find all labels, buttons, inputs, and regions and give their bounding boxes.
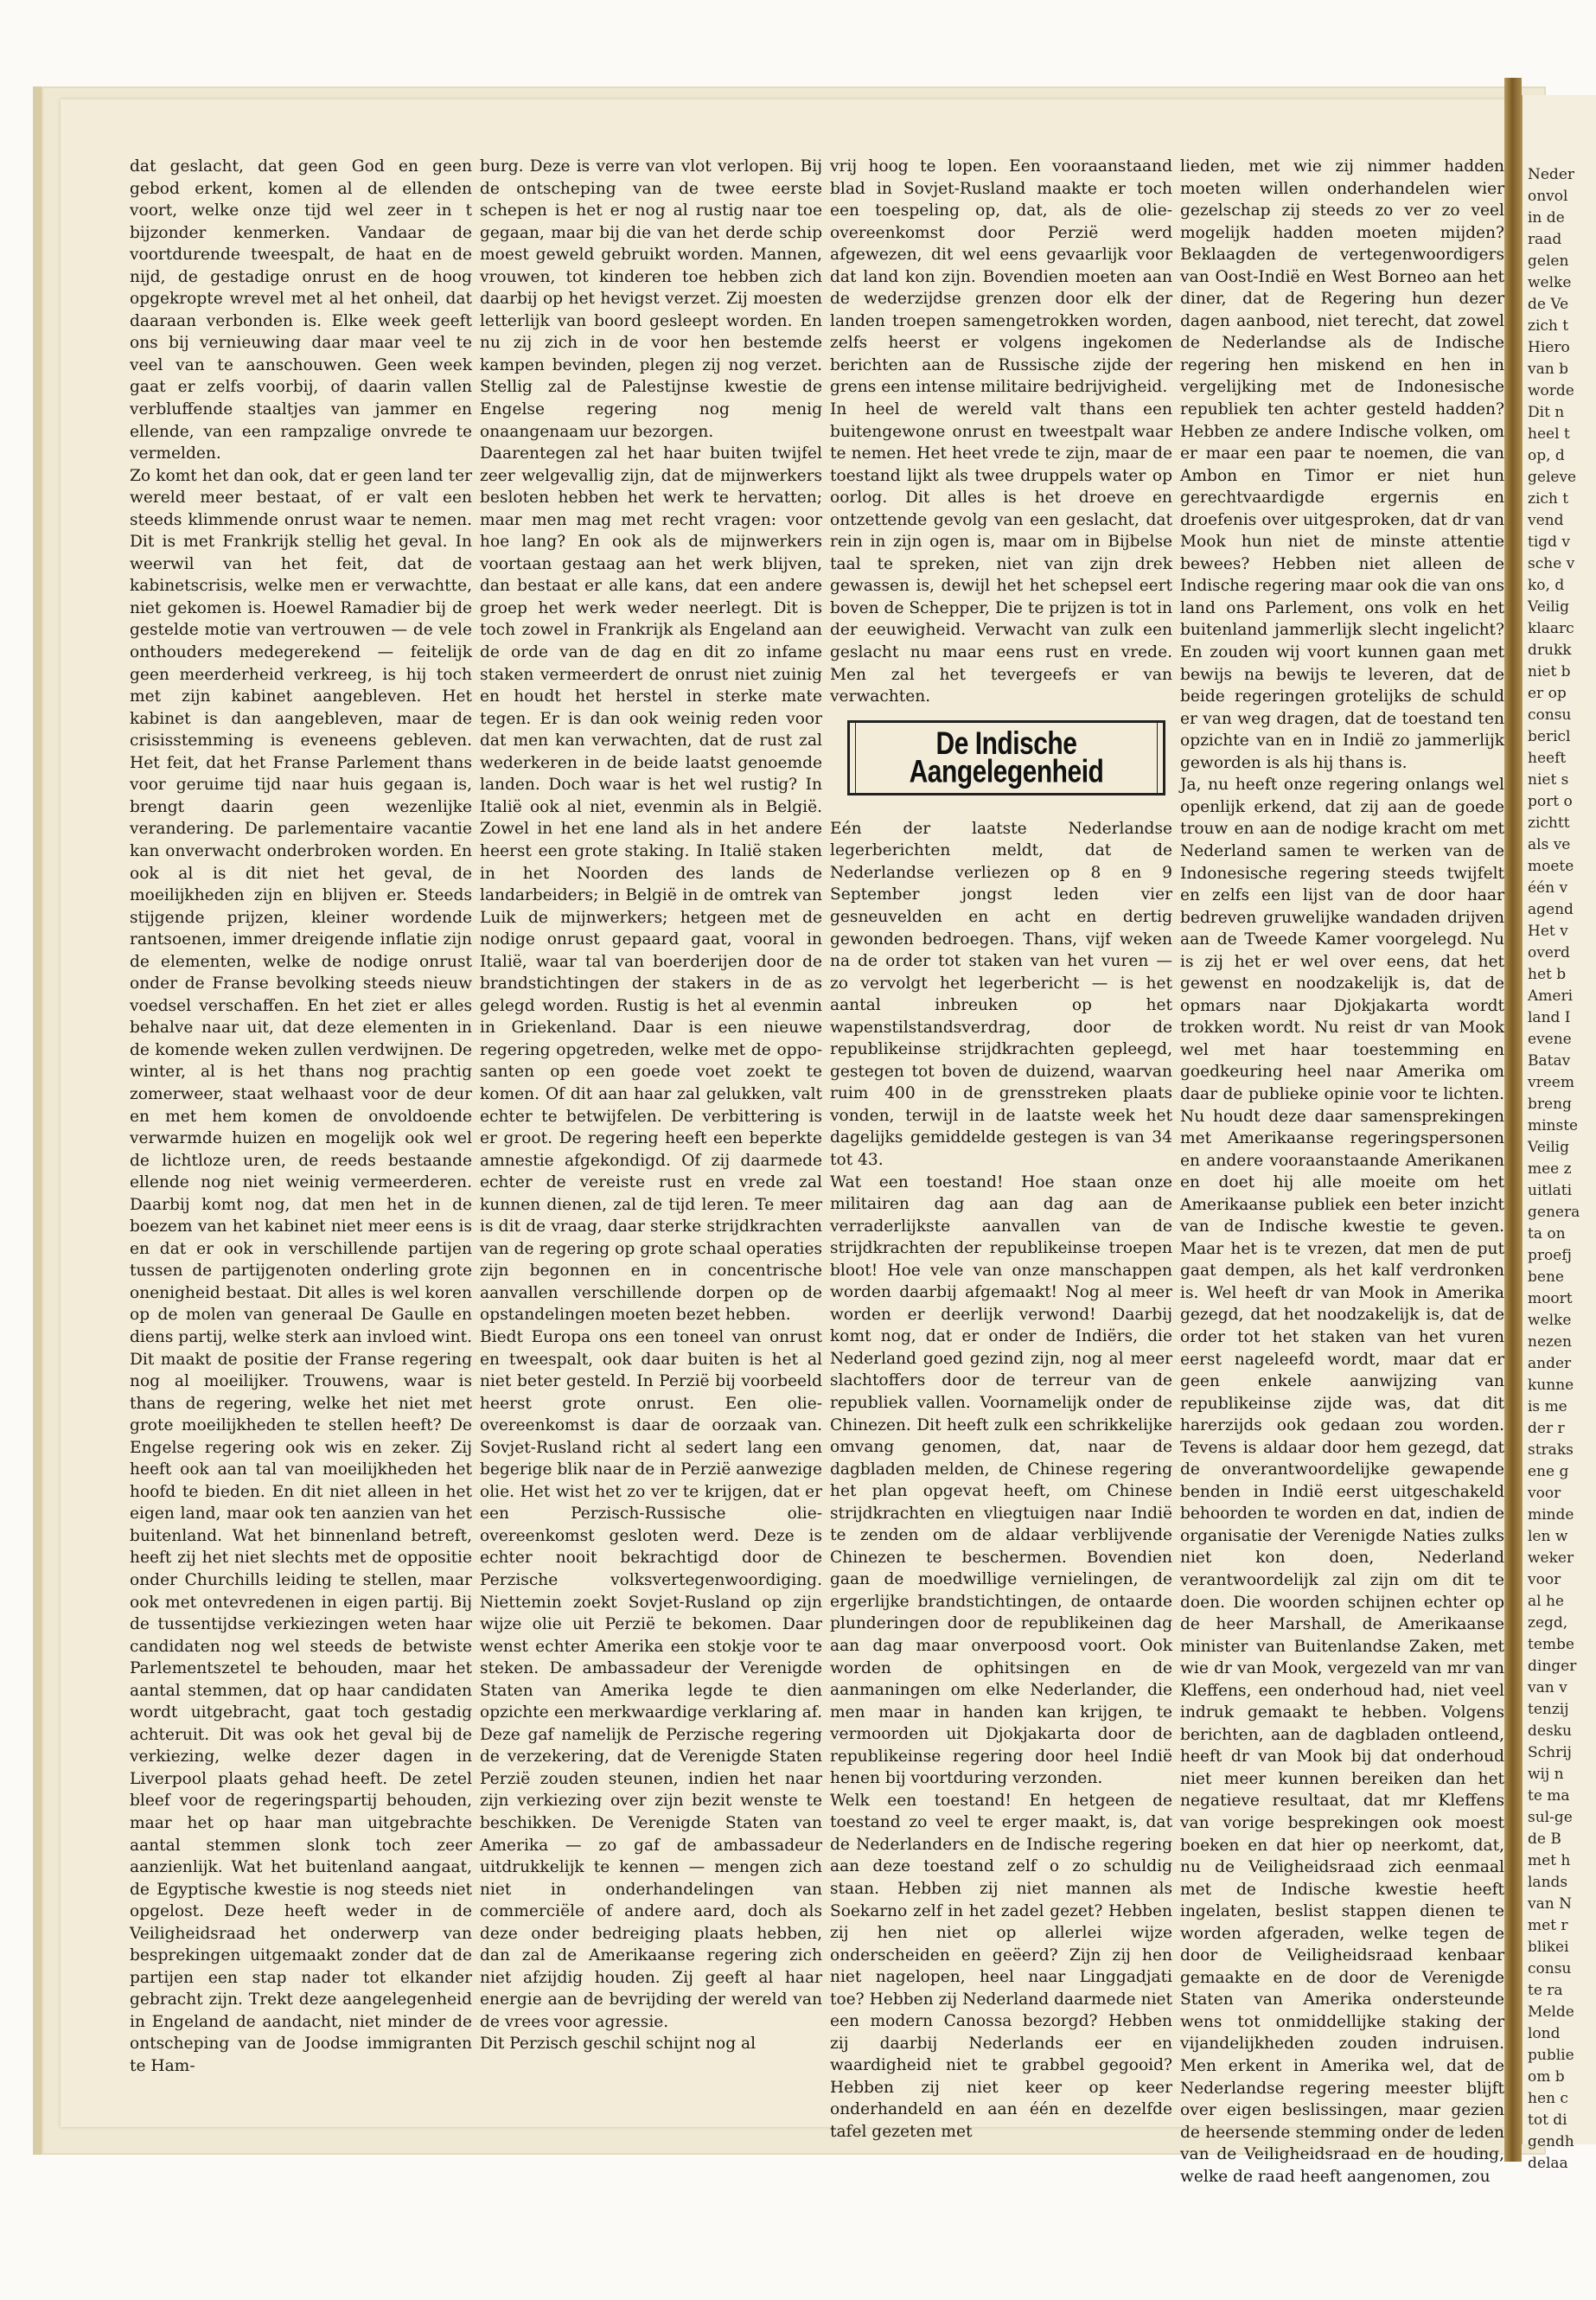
paragraph: Eén der laatste Nederlandse legerberichten meldt, dat de Nederlandse verliezen op 8 en 9 September jongst leden vier gesneuvelden en acht en dertig gewonden bedroegen. Thans, vijf weken na de order tot staken van het vuren — zo vervolgt het legerbericht — is het aantal inbreuken op het wapenstilstandsverdrag, door de republikeinse strijdkrachten gepleegd, gestegen tot boven de duizend, waarvan ruim 400 in de grensstreken plaats vonden, terwijl in de laatste week het dagelijks gemiddelde gestegen is van 34 tot 43. bbox=[830, 819, 1172, 1169]
column-1 bbox=[130, 156, 472, 2076]
section-headline-box bbox=[847, 720, 1165, 795]
next-page-edge bbox=[1522, 95, 1596, 2172]
column-3 bbox=[830, 156, 1172, 2142]
paragraph: vrij hoog te lopen. Een vooraanstaand blad in Sovjet-Rusland maakte er toch een toespeling op, dat, als de olie-overeenkomst door Perzië werd afgewezen, dit wel eens gevaarlijk voor dat land kon zijn. Bovendien moeten aan de wederzijdse grenzen door elk der landen troepen samengetrokken worden, zelfs heerst er volgens ingekomen berichten aan de Russische zijde der grens een intense militaire bedrijvigheid. bbox=[830, 157, 1172, 397]
paragraph: Zo komt het dan ook, dat er geen land ter wereld meer bestaat, of er valt een steeds klimmende onrust waar te nemen. Dit is met Frankrijk stellig het geval. In weerwil van het feit, dat de kabinetscrisis, welke men er verwachtte, niet gekomen is. Hoewel Ramadier bij de gestelde motie van vertrouwen — de vele onthouders medegerekend — feitelijk geen meerderheid verkreeg, is hij toch met zijn kabinet aangebleven. Het kabinet is dan aangebleven, maar de crisisstemming is eveneens gebleven. Het feit, dat het Franse Parlement thans voor geruime tijd naar huis gegaan is, brengt daarin geen wezenlijke verandering. De parlementaire vacantie kan onverwacht onderbroken worden. En ook al is dit niet het geval, de moeilijkheden zijn en blijven er. Steeds stijgende prijzen, kleiner wordende rantsoenen, immer dreigende inflatie zijn de elementen, welke de nodige onrust onder de Franse bevolking steeds nieuw voedsel verschaffen. En het ziet er alles behalve naar uit, dat deze elementen in de komende weken zullen verdwijnen. De winter, al is het thans nog prachtig zomerweer, staat welhaast voor de deur en met hem komen de onvoldoende verwarmde huizen en mogelijk ook wel de lichtloze uren, de reeds bestaande ellende nog niet weinig vermeerderen. Daarbij komt nog, dat men het in de boezem van het kabinet niet meer eens is en dat er ook in verschillende partijen tussen de partijgenoten onderling grote onenigheid bestaat. Dit alles is wel koren op de molen van generaal De Gaulle en diens partij, welke sterk aan invloed wint. Dit maakt de positie der Franse regering nog al moeilijker. Trouwens, waar is thans de regering, welke het niet met grote moeilijkheden te stellen heeft? De Engelse regering ook wis en zeker. Zij heeft ook aan tal van moeilijkheden het hoofd te bieden. En dit niet alleen in het eigen land, maar ook ten aanzien van het buitenland. Wat het binnenland betreft, heeft zij het niet slechts met de oppositie onder Churchills leiding te stellen, maar ook met ontevredenen in eigen partij. Bij de tussentijdse verkiezingen weten haar candidaten nog wel steeds de betwiste Parlementszetel te behouden, maar het aantal stemmen, dat op haar candidaten wordt uitgebracht, gaat toch gestadig achteruit. Dit was ook het geval bij de verkiezing, welke dezer dagen in Liverpool plaats gehad heeft. De zetel bleef voor de regeringspartij behouden, maar het op haar man uitgebrachte aantal stemmen slonk toch zeer aanzienlijk. Wat het buitenland aangaat, de Egyptische kwestie is nog steeds niet opgelost. Deze heeft weder in de Veiligheidsraad het onderwerp van besprekingen uitgemaakt zonder dat de partijen een stap nader tot elkander gebracht zijn. Trekt deze aangelegenheid in Engeland de aandacht, niet minder de ontscheping van de Joodse immigranten te Ham- bbox=[130, 466, 472, 2076]
column-4 bbox=[1180, 156, 1504, 2186]
paragraph: Wat een toestand! Hoe staan onze militairen dag aan dag aan de verraderlijkste aanvallen van de strijdkrachten der republikeinse troepen bloot! Hoe vele van onze manschappen worden daarbij afgemaakt! Nog al meer worden er deerlijk verwond! Daarbij komt nog, dat er onder de Indiërs, die Nederland goed gezind zijn, nog al meer slachtoffers door de terreur van de republiek vallen. Voornamelijk onder de Chinezen. Dit heeft zulk een schrikkelijke omvang genomen, dat, naar de dagbladen melden, de Chinese regering het plan opgevat heeft, om Chinese strijdkrachten en vliegtuigen naar Indië te zenden om de aldaar verblijvende Chinezen te beschermen. Bovendien gaan de moedwillige vernielingen, de ergerlijke brandstichtingen, de ontaarde plunderingen door de republikeinen dag aan dag maar onverpoosd voort. Ook worden de ophitsingen en de aanmaningen om elke Nederlander, die men maar in handen kan krijgen, te vermoorden uit Djokjakarta door de republikeinse regering door heel Indië henen bij voortduring verzonden. bbox=[830, 1172, 1172, 1788]
paragraph: lieden, met wie zij nimmer hadden moeten willen onderhandelen wier gezelschap zij steeds zo ver zo veel mogelijk hadden moeten mijden? Beklaagden de vertegenwoordigers van Oost-Indië en West Borneo aan het diner, dat de Regering hun dezer dagen aanbood, niet terecht, dat zowel de Nederlandse als de Indische regering hen miskend en hen in vergelijking met de Indonesische republiek ten achter gesteld hadden? Hebben ze andere Indische volken, om er maar een paar te noemen, die van Ambon en Timor er niet hun gerechtvaardigde ergernis en droefenis over uitgesproken, dat dr van Mook hun niet de minste attentie bewees? Hebben niet alleen de Indische regering maar ook die van ons land ons Parlement, ons volk en het buitenland jammerlijk slecht ingelicht? En zouden wij voort kunnen gaan met bewijs na bewijs te leveren, dat de beide regeringen grotelijks de schuld er van weg dragen, dat de toestand ten opzichte van en in Indië zo jammerlijk geworden is als hij thans is. bbox=[1180, 157, 1504, 772]
paragraph: Biedt Europa ons een toneel van onrust en tweespalt, ook daar buiten is het al niet beter gesteld. In Perzië bij voorbeeld heerst grote onrust. Een olie-overeenkomst is daar de oorzaak van. Sovjet-Rusland richt al sedert lang een begerige blik naar de in Perzië aanwezige olie. Het wist het zo ver te krijgen, dat er een Perzisch-Russische olie-overeenkomst gesloten werd. Deze is echter nooit bekrachtigd door de Perzische volksvertegenwoordiging. Niettemin zoekt Sovjet-Rusland op zijn wijze olie uit Perzië te bekomen. Daar wenst echter Amerika een stokje voor te steken. De ambassadeur der Verenigde Staten van Amerika legde te dien opzichte een merkwaardige verklaring af. Deze gaf namelijk de Perzische regering de verzekering, dat de Verenigde Staten Perzië zouden steunen, indien het naar zijn verkiezing over zijn bezit wenste te beschikken. De Verenigde Staten van Amerika — zo gaf de ambassadeur uitdrukkelijk te kennen — mengen zich niet in onderhandelingen van commerciële of andere aard, doch als deze onder bedreiging plaats hebben, dan zal de Amerikaanse regering zich niet afzijdig houden. Zij geeft al haar energie aan de bevrijding der wereld van de vrees voor agressie. bbox=[480, 1327, 822, 2031]
paragraph: burg. Deze is verre van vlot verlopen. Bij de ontscheping van de twee eerste schepen is het er nog al rustig naar toe gegaan, maar bij die van het derde schip moest geweld gebruikt worden. Mannen, vrouwen, tot kinderen toe hebben zich daarbij op het hevigst verzet. Zij moesten letterlijk van boord gesleept worden. En nu zij zich in de voor hen bestemde kampen bevinden, plegen zij nog verzet. Stellig zal de Palestijnse kwestie de Engelse regering nog menig onaangenaam uur bezorgen. bbox=[480, 157, 822, 441]
paragraph: dat geslacht, dat geen God en geen gebod erkent, komen al de ellenden voort, welke onze tijd wel zeer in t bijzonder kenmerken. Vandaar de voortdurende tweespalt, de haat en de nijd, de gestadige onrust en de hoog opgekropte wrevel met al het onheil, dat daaraan verbonden is. Elke week geeft ons bij vernieuwing daar maar veel te veel van te aanschouwen. Geen week gaat er zelfs voorbij, of daarin vallen verbluffende staaltjes van jammer en ellende, van een rampzalige onvrede te vermelden. bbox=[130, 157, 472, 463]
column-2 bbox=[480, 156, 822, 2067]
paragraph: In heel de wereld valt thans een buitengewone onrust en tweestpalt waar te nemen. Het heet vrede te zijn, maar de toestand lijkt als twee druppels water op oorlog. Dit alles is het droeve en ontzettende gevolg van een geslacht, dat rein in zijn ogen is, maar om in Bijbelse taal te spreken, niet van zijn drek gewassen is, dewijl het het schepsel eert boven de Schepper, Die te prijzen is tot in der eeuwigheid. Verwacht van zulk een geslacht nu maar eens rust en vrede. Men zal het tevergeefs er van verwachten. bbox=[830, 400, 1172, 706]
paragraph: Welk een toestand! En hetgeen de toestand zo veel te erger maakt, is, dat de Nederlanders en de Indische regering aan deze toestand zelf o zo schuldig staan. Hebben zij niet mannen als Soekarno zelf in het zadel gezet? Hebben zij hen niet op allerlei wijze onderscheiden en geëerd? Zijn zij hen niet nagelopen, heel naar Linggadjati toe? Hebben zij Nederland daarmede niet een modern Canossa bezorgd? Hebben zij daarbij Nederlands eer en waardigheid niet te grabbel gegooid? Hebben zij niet keer op keer onderhandeld en aan één en dezelfde tafel gezeten met bbox=[830, 1791, 1172, 2142]
paragraph: Dit Perzisch geschil schijnt nog al bbox=[480, 2035, 757, 2054]
book-gutter bbox=[1504, 78, 1522, 2162]
section-headline: De Indische Aangelegenheid bbox=[855, 720, 1158, 795]
next-page-fragment: Neder onvol in de raad gelen welke de Ve zich t Hiero van b worde Dit n heel t op, d geleve zich t vend tigd v sche v ko, d Veilig klaarc drukk niet b er op consu bericl heeft niet s port o zichtt als ve moete één v agend Het v overd het b Ameri land I evene Batav vreem breng minste Veilig mee z uitlati genera ta on proefj bene moort welke nezen ander kunne is me der r straks ene g voor minde len w weker voor al he zegd, tembe dinger van v tenzij desku Schrij wij n te ma sul-ge de B met h lands van N met r blikei consu te ra Melde lond publie om b hen c tot di gendh delaa bbox=[1528, 166, 1580, 2172]
paragraph: Daarentegen zal het haar buiten twijfel zeer welgevallig zijn, dat de mijnwerkers besloten hebben het werk te hervatten; maar men mag met recht vragen: voor hoe lang? En ook als de mijnwerkers voortaan gestaag aan het werk blijven, dan bestaat er alle kans, dat een andere groep het werk weder neerlegt. Dit is toch zowel in Frankrijk als Engeland aan de orde van de dag en dit zo infame staken vermeerdert de onrust niet zuinig en houdt het herstel in sterke mate tegen. Er is dan ook weinig reden voor dat men kan verwachten, dat de rust zal wederkeren in de beide laatst genoemde landen. Doch waar is het wel rustig? In Italië ook al niet, evenmin als in België. Zowel in het ene land als in het andere heerst een grote staking. In Italië staken in het Noorden des lands de landarbeiders; in België in de omtrek van Luik de mijnwerkers; hetgeen met de nodige onrust gepaard gaat, vooral in Italië, waar tal van boerderijen door de brandstichtingen der stakers in de as gelegd worden. Rustig is het al evenmin in Griekenland. Daar is een nieuwe regering opgetreden, welke met de oppo-santen op een goede voet zoekt te komen. Of dit aan haar zal gelukken, valt echter te betwijfelen. De verbittering is er groot. De regering heeft een beperkte amnestie afgekondigd. Of zij daarmede echter de vereiste rust en vrede zal kunnen dienen, zal de tijd leren. Te meer is dit de vraag, daar sterke strijdkrachten van de regering op grote schaal operaties zijn begonnen en in concentrische aanvallen verschillende dorpen op de opstandelingen moeten bezet hebben. bbox=[480, 444, 822, 1325]
paragraph: Ja, nu heeft onze regering onlangs wel openlijk erkend, dat zij aan de goede trouw en aan de nodige kracht om met Nederland samen te werken van de Indonesische regering steeds twijfelt en zelfs een lijst van de door haar bedreven gruwelijke wandaden drijven aan de Tweede Kamer voorgelegd. Nu is zij het er wel over eens, dat het gewenst en noodzakelijk is, dat de opmars naar Djokjakarta wordt trokken wordt. Nu reist dr van Mook wel met haar toestemming en goedkeuring heel naar Amerika om daar de publieke opinie voor te lichten. Nu houdt deze daar samensprekingen met Amerikaanse regeringspersonen en andere vooraanstaande Amerikanen en doet hij alle moeite om het Amerikaanse publiek een beter inzicht van de Indische kwestie te geven. Maar het is te vrezen, dat men de put gaat dempen, als het kalf verdronken is. Wel heeft dr van Mook in Amerika gezegd, dat het noodzakelijk is, dat de order tot het staken van het vuren eerst nageleefd wordt, maar dat er geen enkele aanwijzing van republikeinse zijde was, dat dit harerzijds ook gedaan zou worden. Tevens is aldaar door hem gezegd, dat de onverantwoordelijke gewapende benden in Indië eerst uitgeschakeld behoorden te worden en dat, indien de organisatie der Verenigde Naties zulks niet kon doen, Nederland verantwoordelijk zal zijn om dit te doen. Die woorden schijnen echter op de heer Marshall, de Amerikaanse minister van Buitenlandse Zaken, met wie dr van Mook, vergezeld van mr van Kleffens, een onderhoud had, niet veel indruk gemaakt te hebben. Volgens berichten, aan de dagbladen ontleend, heeft dr van Mook bij dat onderhoud niet meer kunnen bereiken dan het negatieve resultaat, dat mr Kleffens van vorige besprekingen ook moest boeken en dat hier op neerkomt, dat, nu de Veiligheidsraad zich eenmaal met de Indische kwestie heeft ingelaten, beslist stappen dienen te worden afgeraden, welke tegen de door de Veiligheidsraad kenbaar gemaakte en de door de Verenigde Staten van Amerika ondersteunde wens tot onmiddellijke staking der vijandelijkheden zouden indruisen. Men erkent in Amerika wel, dat de Nederlandse regering meester blijft over eigen beslissingen, maar gezien de heersende stemming onder de leden van de Veiligheidsraad en de houding, welke de raad heeft aangenomen, zou bbox=[1180, 776, 1504, 2186]
